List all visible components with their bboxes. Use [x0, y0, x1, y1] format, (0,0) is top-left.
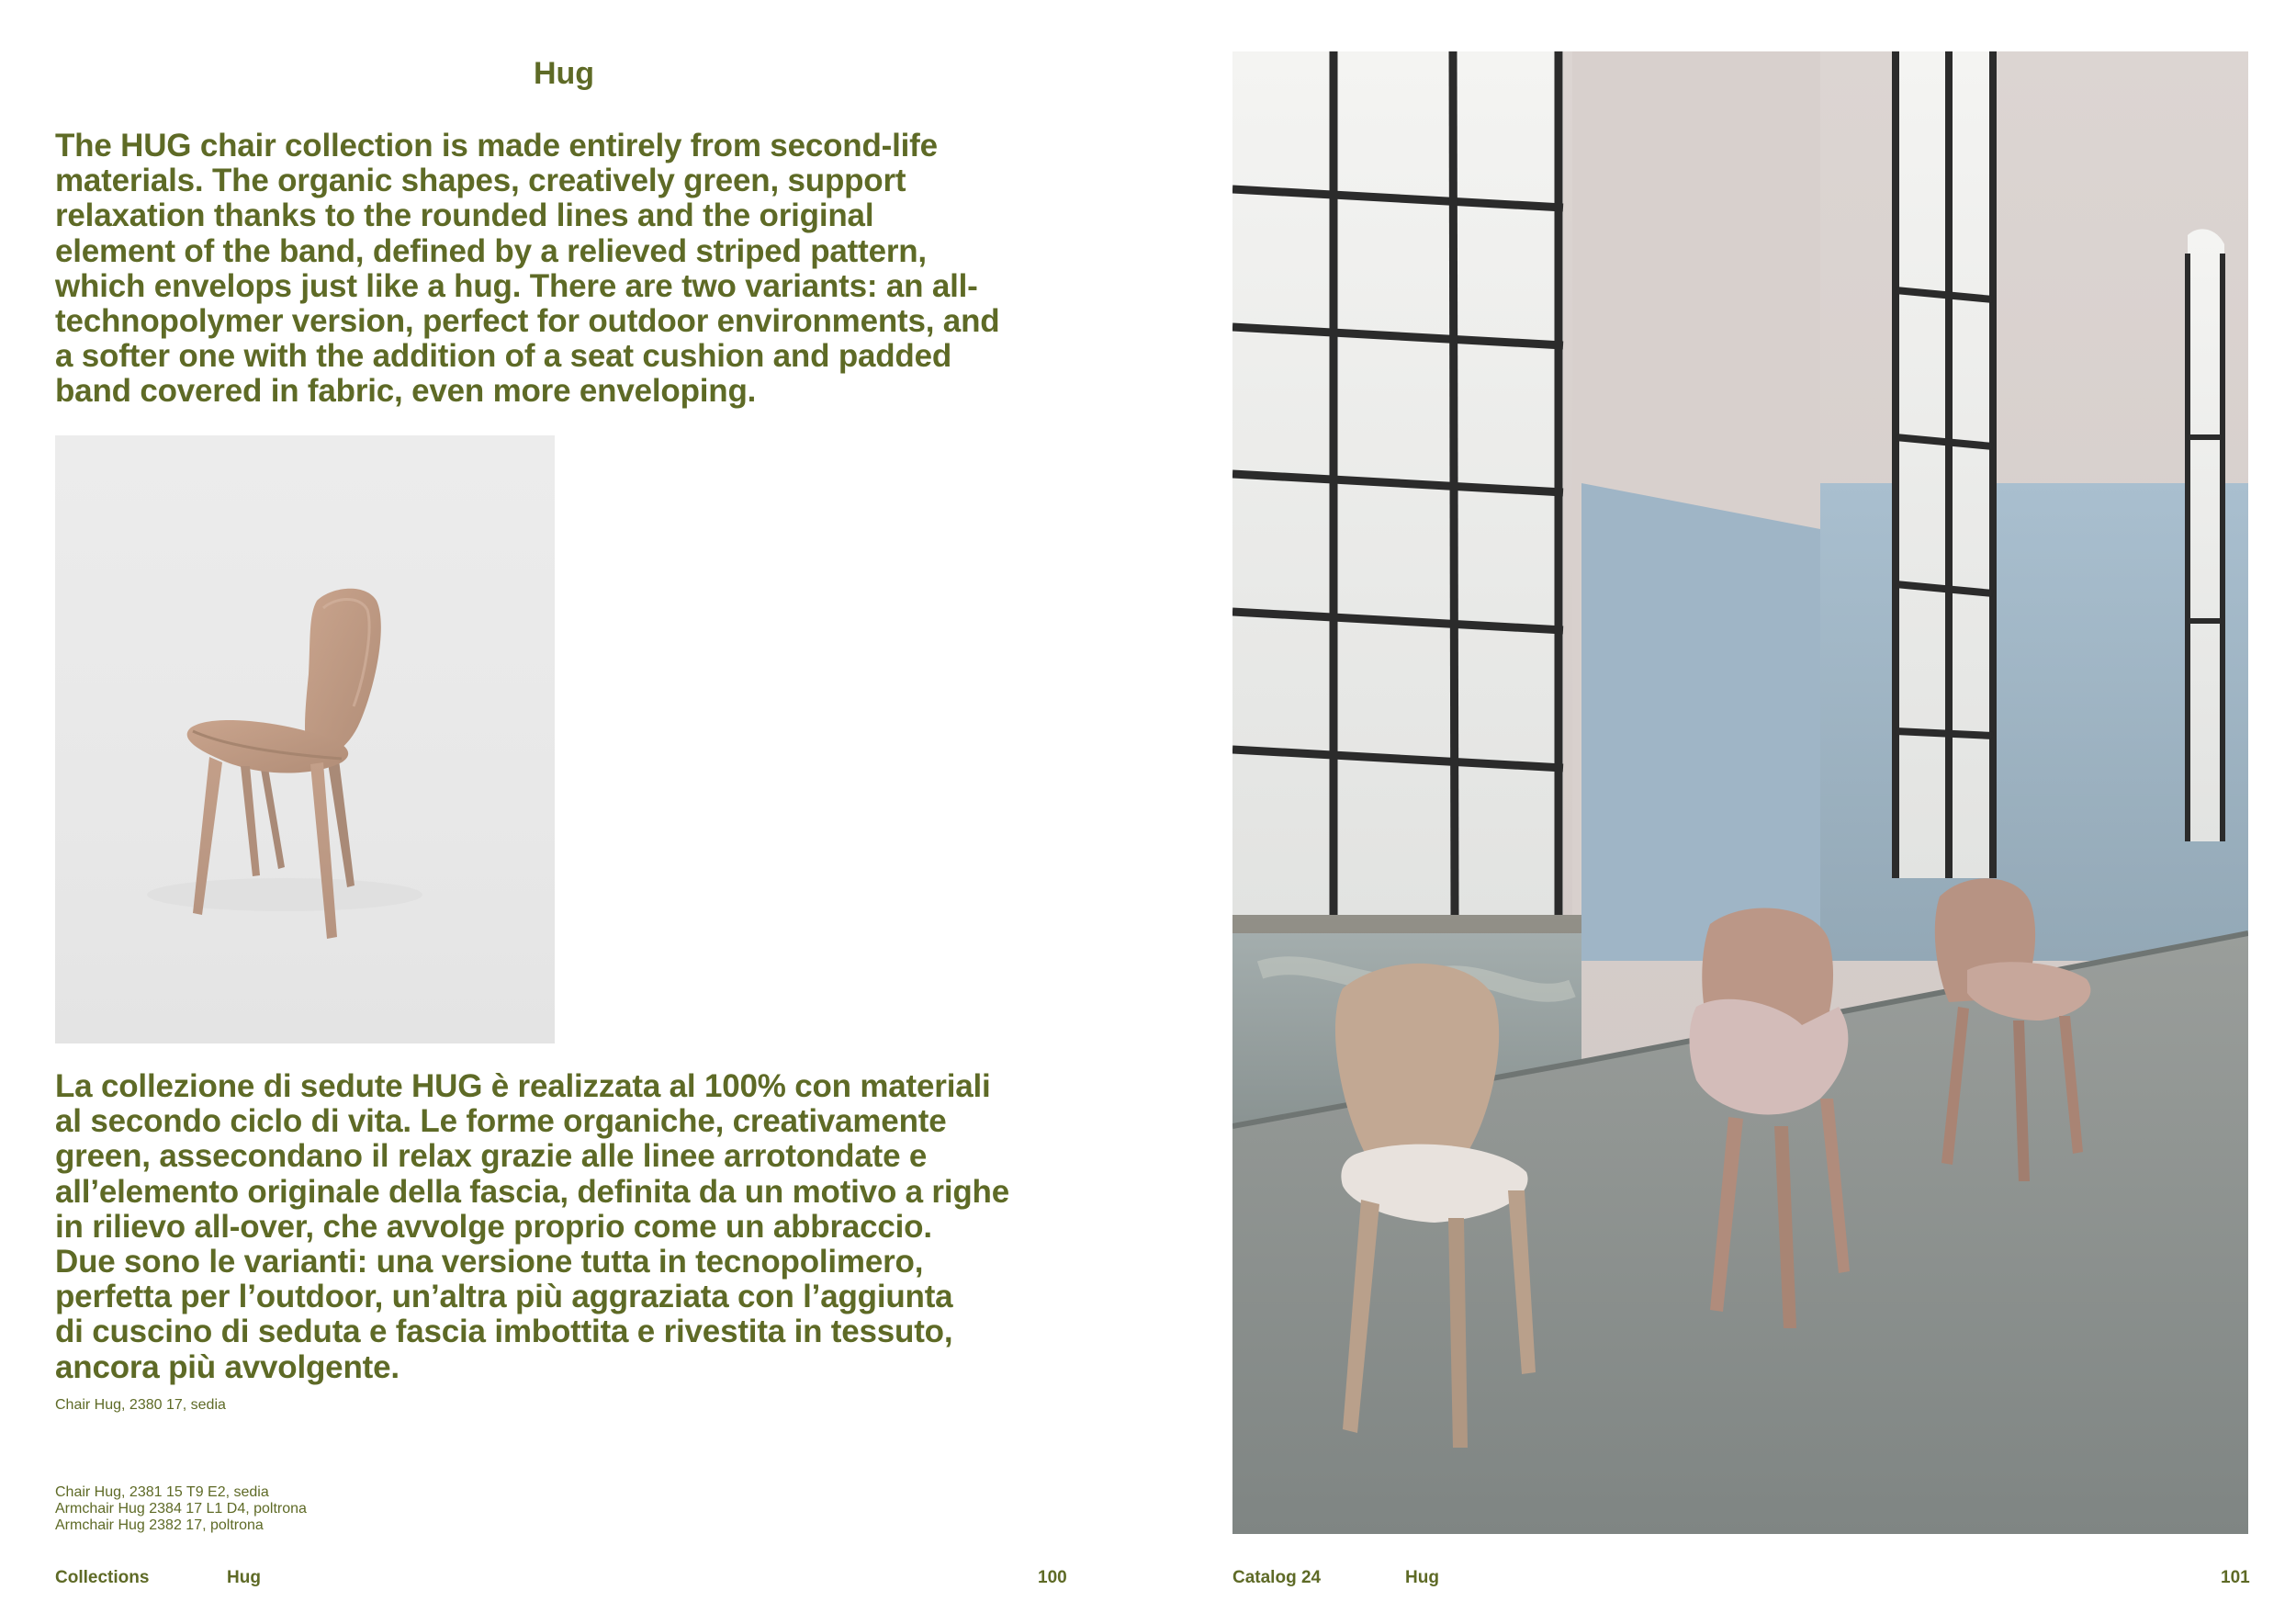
intro-en-line: a softer one with the addition of a seat cushion and padded	[55, 338, 952, 375]
intro-en-line: which envelops just like a hug. There are two variants: an all-	[55, 267, 978, 304]
caption-scene-line: Chair Hug, 2381 15 T9 E2, sedia	[55, 1484, 269, 1500]
interior-scene-illustration	[1232, 51, 2248, 1534]
intro-it-line: in rilievo all-over, che avvolge proprio come un abbraccio.	[55, 1208, 932, 1245]
caption-scene-photo	[55, 1484, 307, 1534]
intro-en-line: band covered in fabric, even more enveloping.	[55, 373, 757, 410]
intro-it-line: La collezione di sedute HUG è realizzata al 100% con materiali	[55, 1068, 991, 1104]
caption-product-photo: Chair Hug, 2380 17, sedia	[55, 1397, 226, 1413]
page-title: Hug	[533, 56, 595, 91]
footer-catalog: Catalog 24	[1232, 1568, 1322, 1587]
footer-page-number-left: 100	[1038, 1568, 1067, 1587]
intro-en-line: technopolymer version, perfect for outdoor environments, and	[55, 303, 1000, 340]
caption-scene-line: Armchair Hug 2382 17, poltrona	[55, 1517, 264, 1533]
intro-italian	[55, 1069, 1084, 1385]
caption-scene-line: Armchair Hug 2384 17 L1 D4, poltrona	[55, 1501, 307, 1517]
footer-section: Collections	[55, 1568, 150, 1587]
intro-it-line: di cuscino di seduta e fascia imbottita e rivestita in tessuto,	[55, 1314, 953, 1350]
scene-photo-interior	[1232, 51, 2248, 1534]
intro-en-line: element of the band, defined by a relieved striped pattern,	[55, 232, 927, 269]
footer-collection-right: Hug	[1405, 1568, 1439, 1587]
intro-en-line: The HUG chair collection is made entirely from second-life	[55, 128, 938, 164]
intro-english	[55, 129, 1084, 410]
intro-it-line: perfetta per l’outdoor, un’altra più aggraziata con l’aggiunta	[55, 1279, 953, 1315]
intro-en-line: relaxation thanks to the rounded lines and the original	[55, 197, 874, 234]
intro-it-line: ancora più avvolgente.	[55, 1348, 400, 1385]
product-photo-chair	[55, 435, 555, 1043]
intro-it-line: green, assecondano il relax grazie alle linee arrotondate e	[55, 1138, 928, 1175]
footer-page-number-right: 101	[2221, 1568, 2250, 1587]
intro-en-line: materials. The organic shapes, creatively green, support	[55, 163, 906, 199]
footer-collection-left: Hug	[227, 1568, 261, 1587]
intro-it-line: Due sono le varianti: una versione tutta in tecnopolimero,	[55, 1244, 924, 1280]
intro-it-line: al secondo ciclo di vita. Le forme organiche, creativamente	[55, 1103, 947, 1140]
intro-it-line: all’elemento originale della fascia, definita da un motivo a righe	[55, 1173, 1010, 1210]
chair-illustration	[55, 435, 555, 1043]
